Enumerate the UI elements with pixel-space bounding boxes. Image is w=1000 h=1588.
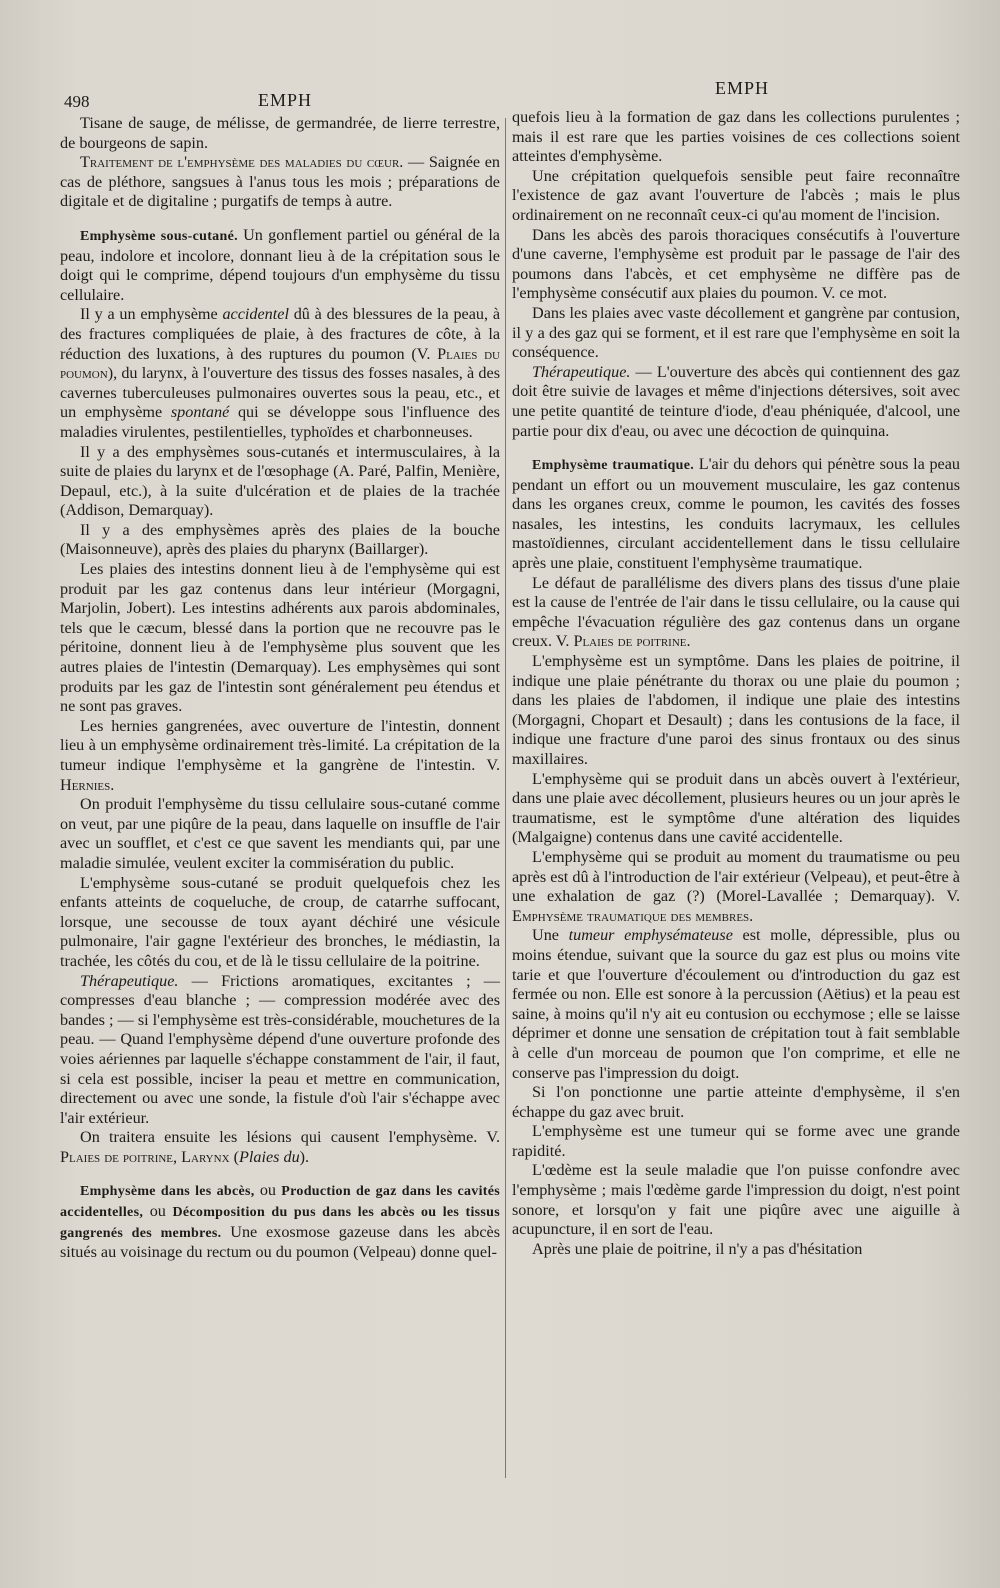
paragraph: L'emphysème est une tumeur qui se forme avec une grande rapidité.	[512, 1122, 960, 1160]
paragraph: Tisane de sauge, de mélisse, de germandrée, de lierre terrestre, de bourgeons de sapin.	[60, 114, 500, 152]
paragraph: Le défaut de parallélisme des divers plans des tissus d'une plaie est la cause de l'entrée de l'air dans le tissu cellulaire, ou la cause qui empêche l'évacuation régulière des gaz contenus dans un organe creux. V. Plaies de poitrine.	[512, 573, 960, 651]
right-running-title: EMPH	[715, 78, 770, 98]
paragraph: L'emphysème est un symptôme. Dans les plaies de poitrine, il indique une plaie pénétrante du thorax ou une plaie du poumon ; dans les plaies de l'abdomen, il indique une plaie des intestins (Morgagni, Chopart et Desault) ; dans les contusions de la face, il indique une fracture d'une paroi des sinus frontaux ou des sinus maxillaires.	[512, 652, 960, 768]
section-heading: Thérapeutique.	[80, 971, 179, 990]
right-column	[512, 108, 960, 1259]
paragraph: Thérapeutique. — L'ouverture des abcès qui contiennent des gaz doit être suivie de lavages et même d'injections détersives, soit avec une petite quantité de teinture d'iode, d'eau phéniquée, d'alcool, une partie pour dix d'eau, ou avec une décoction de quinquina.	[512, 362, 960, 440]
left-column	[60, 114, 500, 1263]
paragraph: Dans les abcès des parois thoraciques consécutifs à l'ouverture d'une caverne, l'emphysème est produit par le passage de l'air des poumons dans l'abcès, et cet emphysème ne diffère pas de l'emphysème consécutif aux plaies du poumon. V. ce mot.	[512, 225, 960, 303]
paragraph: L'œdème est la seule maladie que l'on puisse confondre avec l'emphysème ; mais l'œdème garde l'impression du doigt, n'est point sonore, et lorsqu'on y fait une piqûre avec une aiguille à acupuncture, il en sort de l'eau.	[512, 1161, 960, 1239]
section-heading: Emphysème dans les abcès,	[80, 1184, 255, 1200]
paragraph: Emphysème dans les abcès, ou Production de gaz dans les cavités accidentelles, ou Décomposition du pus dans les abcès ou les tissus gangrenés des membres. Une exosmose gazeuse dans les abcès situés au voisinage du rectum ou du poumon (Velpeau) donne quel-	[60, 1181, 501, 1262]
section-heading: Emphysème sous-cutané.	[80, 228, 238, 244]
paragraph: quefois lieu à la formation de gaz dans les collections purulentes ; mais il est rare que les parties voisines de ces collections soient atteintes d'emphysème.	[512, 108, 960, 166]
page-number: 498	[64, 92, 90, 111]
paragraph: Il y a un emphysème accidentel dû à des blessures de la peau, à des fractures compliquées de plaie, à des fractures de côte, à la réduction des luxations, à des ruptures du poumon (V. Plaies du poumon), du larynx, à l'ouverture des tissus des fosses nasales, à des cavernes tuberculeuses pulmonaires ouvertes sous la peau, etc., et un emphysème spontané qui se développe sous l'influence des maladies virulentes, pestilentielles, typhoïdes et charbonneuses.	[60, 305, 501, 441]
section-heading: Thérapeutique.	[532, 362, 631, 381]
paragraph: Après une plaie de poitrine, il n'y a pas d'hésitation	[532, 1239, 863, 1258]
paragraph: Thérapeutique. — Frictions aromatiques, excitantes ; — compresses d'eau blanche ; — compression modérée avec des bandes ; — si l'emphysème est très-considérable, mouchetures de la peau. — Quand l'emphysème dépend d'une ouverture profonde des voies aériennes par laquelle s'échappe constamment de l'air, il faut, si cela est possible, inciser la peau et mettre en communication, directement ou avec une sonde, la fistule d'où l'air s'échappe avec l'air extérieur.	[60, 971, 500, 1127]
section-heading: Emphysème traumatique.	[532, 458, 695, 474]
paragraph: Une tumeur emphysémateuse est molle, dépressible, plus ou moins étendue, suivant que la source du gaz est plus ou moins vite tarie et que l'ouverture d'écoulement ou d'introduction du gaz est fermée ou non. Elle est sonore à la percussion (Aëtius) et la peau est saine, à moins qu'il n'y ait eu contusion ou ecchymose ; elle se laisse déprimer et donne une sensation de crépitation tout à fait semblable à celle d'un morceau de poumon que l'on comprime, et elle ne conserve pas l'impression du doigt.	[512, 926, 961, 1082]
paragraph: Si l'on ponctionne une partie atteinte d'emphysème, il s'en échappe du gaz avec bruit.	[512, 1083, 960, 1121]
paragraph: Emphysème sous-cutané. Un gonflement partiel ou général de la peau, indolore et incolore, donnant lieu à de la crépitation sous le doigt qui le comprime, dépend toujours d'un emphysème du tissu cellulaire.	[60, 225, 500, 304]
paragraph: Les plaies des intestins donnent lieu à de l'emphysème qui est produit par les gaz contenus dans leur intérieur (Morgagni, Marjolin, Jobert). Les intestins adhérents aux parois abdominales, tels que le cæcum, blessé dans la portion que ne recouvre pas le péritoine, donnent lieu à de l'emphysème plus souvent que les autres plaies de l'intestin (Demarquay). Les emphysèmes qui sont produits par les gaz de l'intestin sont généralement peu étendus et ne sont pas graves.	[60, 560, 500, 716]
paragraph: L'emphysème sous-cutané se produit quelquefois chez les enfants atteints de coqueluche, de croup, de catarrhe suffocant, lorsque, une secousse de toux ayant déchiré une vésicule pulmonaire, l'air gagne l'extérieur des bronches, le médiastin, la trachée, les côtés du cou, et de là le tissu cellulaire de la poitrine.	[60, 873, 500, 970]
paragraph: On produit l'emphysème du tissu cellulaire sous-cutané comme on veut, par une piqûre de la peau, dans laquelle on insuffle de l'air avec un soufflet, et c'est ce que savent les mendiants qui, par une maladie simulée, veulent exciter la commisération du public.	[60, 795, 500, 872]
paragraph: Les hernies gangrenées, avec ouverture de l'intestin, donnent lieu à un emphysème ordinairement très-limité. La crépitation de la tumeur indique l'emphysème et la gangrène de l'intestin. V. Hernies.	[60, 716, 500, 794]
paragraph: Traitement de l'emphysème des maladies du cœur. — Saignée en cas de pléthore, sangsues à l'anus tous les mois ; préparations de digitale et de digitaline ; purgatifs de temps à autre.	[60, 153, 500, 211]
left-running-title: EMPH	[258, 90, 313, 110]
paragraph: Une crépitation quelquefois sensible peut faire reconnaître l'existence de gaz avant l'ouverture de l'abcès ; mais le plus ordinairement on ne reconnaît ceux-ci qu'au moment de l'incision.	[512, 166, 960, 224]
paragraph: Il y a des emphysèmes sous-cutanés et intermusculaires, à la suite de plaies du larynx et de l'œsophage (A. Paré, Palfin, Menière, Depaul, etc.), à la suite d'ulcération et de plaies de la trachée (Addison, Demarquay).	[60, 442, 500, 520]
section-heading: Traitement de l'emphysème des maladies du cœur.	[80, 153, 404, 172]
paragraph: On traitera ensuite les lésions qui causent l'emphysème. V. Plaies de poitrine, Larynx (Plaies du).	[60, 1128, 500, 1166]
column-rule	[505, 118, 506, 1478]
paragraph: Il y a des emphysèmes après des plaies de la bouche (Maisonneuve), après des plaies du pharynx (Baillarger).	[60, 520, 500, 559]
paragraph: L'emphysème qui se produit dans un abcès ouvert à l'extérieur, dans une plaie avec décollement, plusieurs heures ou un jour après le traumatisme, est le symptôme d'une altération des liquides (Malgaigne) contenus dans une cavité accidentelle.	[512, 769, 960, 847]
paragraph: Emphysème traumatique. L'air du dehors qui pénètre sous la peau pendant un effort ou un mouvement musculaire, les gaz contenus dans les organes creux, comme le poumon, les cavités des fosses nasales, les intestins, les conduits lacrymaux, les cellules mastoïdiennes, circulant accidentellement dans le tissu cellulaire après une plaie, constituent l'emphysème traumatique.	[512, 455, 961, 573]
paragraph: Dans les plaies avec vaste décollement et gangrène par contusion, il y a des gaz qui se forment, et il est rare que l'emphysème en soit la conséquence.	[512, 303, 960, 362]
paragraph: L'emphysème qui se produit au moment du traumatisme ou peu après est dû à l'introduction de l'air extérieur (Velpeau), et peut-être à une exhalation de gaz (?) (Morel-Lavallée ; Demarquay). V. Emphysème traumatique des membres.	[512, 847, 960, 925]
